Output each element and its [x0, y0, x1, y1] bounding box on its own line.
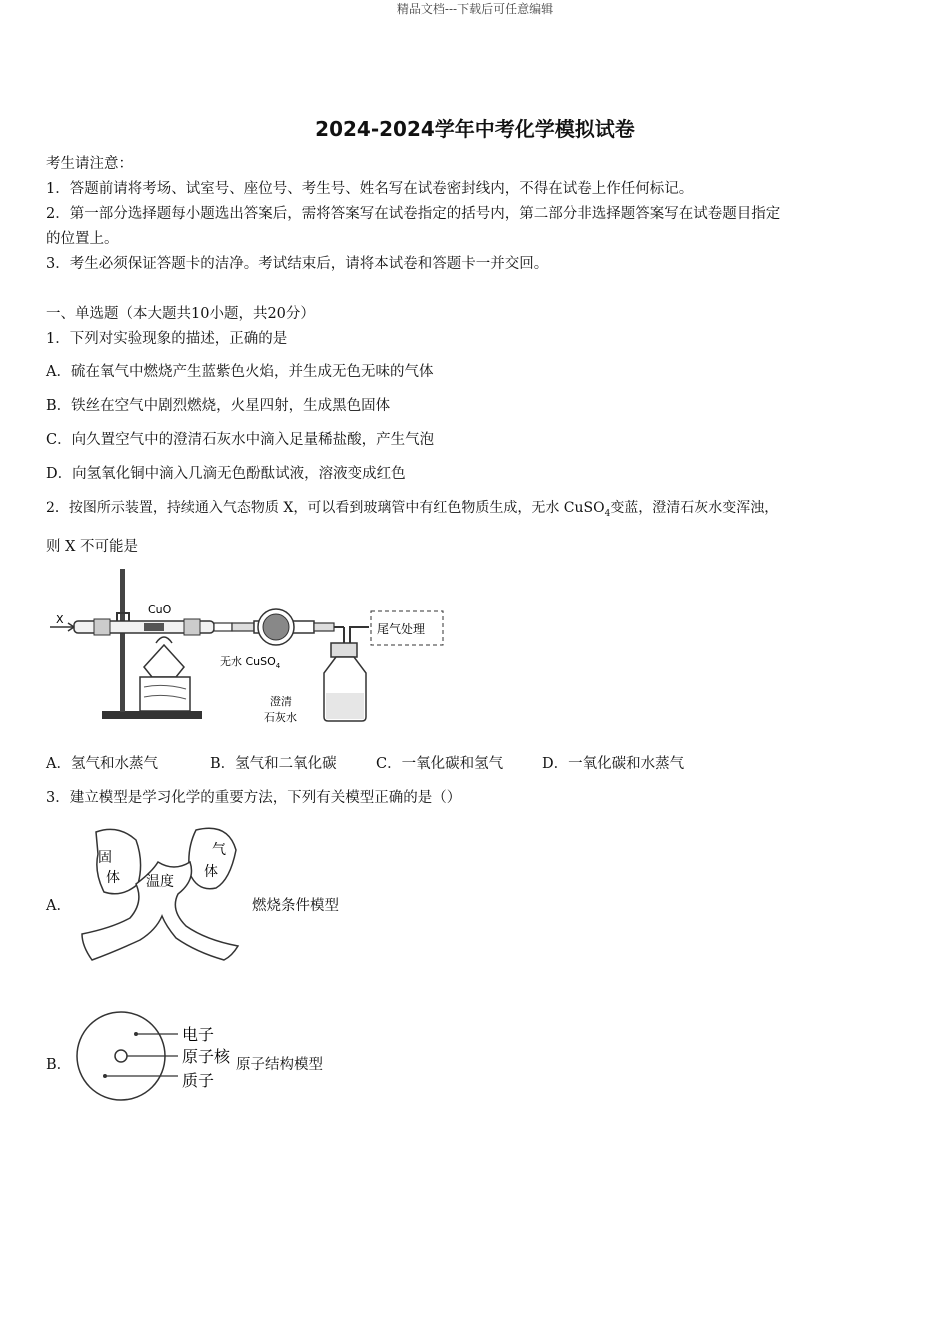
limewater — [326, 693, 364, 719]
atom-model-diagram — [74, 1010, 244, 1102]
q2-option-d: D．一氧化碳和水蒸气 — [542, 756, 685, 772]
cuso4-label-sub: 4 — [275, 662, 281, 670]
q2-option-a: A．氢气和水蒸气 — [46, 756, 158, 772]
proton-label: 质子 — [182, 1071, 215, 1090]
limewater-label-2: 石灰水 — [264, 711, 297, 724]
q3-option-a-caption: 燃烧条件模型 — [252, 898, 339, 914]
q2-option-b: B．氢气和二氧化碳 — [210, 756, 337, 772]
apparatus-diagram — [44, 565, 454, 730]
stopper-left — [94, 619, 110, 635]
q2-stem-subscript: 4 — [604, 508, 611, 519]
flame — [156, 637, 172, 643]
limewater-label-1: 澄清 — [270, 695, 292, 708]
q3-option-b-label: B． — [46, 1057, 72, 1073]
notice-item-3: 3．考生必须保证答题卡的洁净。考试结束后，请将本试卷和答题卡一并交回。 — [46, 256, 549, 272]
section-heading: 一、单选题（本大题共10小题，共20分） — [46, 306, 315, 322]
q1-option-d: D．向氢氧化铜中滴入几滴无色酚酞试液，溶液变成红色 — [46, 466, 406, 482]
page-title: 2024-2024学年中考化学模拟试卷 — [315, 117, 635, 141]
q2-stem-part2: 变蓝，澄清石灰水变浑浊， — [610, 500, 779, 516]
nucleus-label: 原子核 — [182, 1047, 231, 1066]
gas-text-2: 体 — [204, 864, 218, 880]
notice-item-2-line1: 2．第一部分选择题每小题选出答案后，需将答案写在试卷指定的括号内，第二部分非选择题答案写在试卷题目指定 — [46, 206, 781, 222]
page-header: 精品文档---下载后可任意编辑 — [396, 2, 554, 16]
q3-option-a-label: A． — [46, 898, 71, 914]
tail-gas-label: 尾气处理 — [377, 622, 426, 636]
cuso4-powder — [263, 614, 289, 640]
solid-text-2: 体 — [106, 870, 120, 886]
q1-option-b: B．铁丝在空气中剧烈燃烧，火星四射，生成黑色固体 — [46, 398, 391, 414]
q3-stem: 3．建立模型是学习化学的重要方法，下列有关模型正确的是（） — [46, 790, 462, 806]
cuo-powder — [144, 623, 164, 631]
x-label: X — [56, 613, 64, 626]
q2-stem-part1: 2．按图所示装置，持续通入气态物质 X，可以看到玻璃管中有红色物质生成，无水 CuSO — [46, 500, 605, 516]
combustion-model-diagram — [78, 822, 243, 967]
cuo-label: CuO — [148, 603, 172, 616]
q1-option-a: A．硫在氧气中燃烧产生蓝紫色火焰，并生成无色无味的气体 — [46, 364, 434, 380]
gas-text-1: 气 — [212, 842, 226, 858]
electron-label: 电子 — [182, 1025, 215, 1044]
wood-block — [140, 677, 190, 711]
cuso4-label-text: 无水 CuSO — [220, 655, 276, 668]
temperature-text: 温度 — [146, 874, 174, 890]
q1-option-c: C．向久置空气中的澄清石灰水中滴入足量稀盐酸，产生气泡 — [46, 432, 435, 448]
q2-stem — [46, 497, 778, 519]
cuso4-label — [220, 654, 281, 670]
q2-stem-line2: 则 X 不可能是 — [46, 539, 139, 555]
alcohol-lamp — [144, 645, 184, 677]
stand-rod — [120, 569, 125, 712]
q2-option-c: C．一氧化碳和氢气 — [376, 756, 504, 772]
notice-heading: 考生请注意： — [46, 156, 133, 172]
bottle-stopper — [331, 643, 357, 657]
stand-base — [102, 711, 202, 719]
q1-stem: 1．下列对实验现象的描述，正确的是 — [46, 331, 288, 347]
notice-item-1: 1．答题前请将考场、试室号、座位号、考生号、姓名写在试卷密封线内，不得在试卷上作任何标记。 — [46, 181, 694, 197]
solid-text-1: 固 — [98, 850, 112, 866]
stopper-right — [184, 619, 200, 635]
q3-option-b-caption: 原子结构模型 — [236, 1057, 323, 1073]
nucleus-circle — [115, 1050, 127, 1062]
notice-item-2-line2: 的位置上。 — [46, 231, 119, 247]
